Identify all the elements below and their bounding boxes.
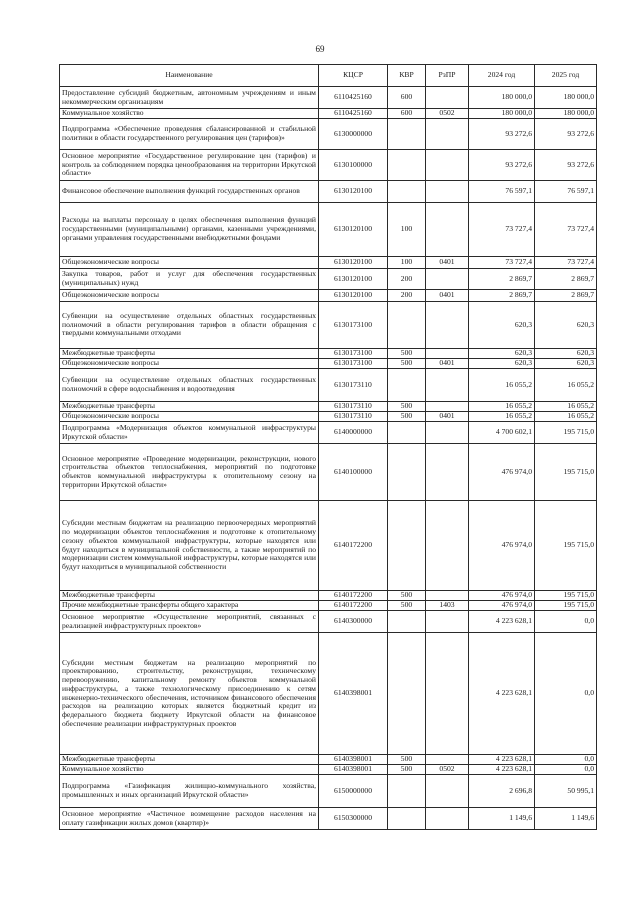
table-row [60, 601, 597, 611]
header-2024: 2024 год [469, 65, 535, 87]
row-2025: 93 272,6 [535, 119, 597, 150]
row-kcsr: 6130173100 [319, 359, 388, 369]
row-kvr [388, 611, 426, 633]
row-2024: 180 000,0 [469, 109, 535, 119]
row-rzpr [426, 444, 469, 501]
row-kcsr: 6130120100 [319, 290, 388, 302]
table-row [60, 765, 597, 775]
table-row [60, 422, 597, 444]
row-kcsr: 6110425160 [319, 109, 388, 119]
row-2025: 620,3 [535, 359, 597, 369]
row-name: Коммунальное хозяйство [60, 109, 319, 119]
row-name: Субвенции на осуществление отдельных областных государственных полномочий в области регулирования тарифов в области обращения с твердыми коммунальными отходами [60, 302, 319, 349]
row-kvr: 500 [388, 359, 426, 369]
row-2024: 2 869,7 [469, 290, 535, 302]
row-2024: 93 272,6 [469, 150, 535, 181]
row-2025: 16 055,2 [535, 402, 597, 412]
row-2024: 16 055,2 [469, 402, 535, 412]
row-rzpr: 0502 [426, 109, 469, 119]
row-kvr: 500 [388, 601, 426, 611]
table-row [60, 359, 597, 369]
table-row [60, 302, 597, 349]
row-rzpr [426, 591, 469, 601]
row-2025: 2 869,7 [535, 290, 597, 302]
row-name: Подпрограмма «Газификация жилищно-коммунального хозяйства, промышленных и иных организаций Иркутской области» [60, 775, 319, 808]
row-kvr [388, 808, 426, 830]
row-kcsr: 6130173100 [319, 349, 388, 359]
row-name: Основное мероприятие «Проведение модернизации, реконструкции, нового строительства объектов теплоснабжения, мероприятий по подготовке объектов коммунальной инфраструктуры к отопительному сезону на территории Иркутской области» [60, 444, 319, 501]
table-row [60, 269, 597, 290]
row-2024: 476 974,0 [469, 444, 535, 501]
row-2025: 620,3 [535, 349, 597, 359]
row-kcsr: 6130120100 [319, 257, 388, 269]
row-name: Межбюджетные трансферты [60, 755, 319, 765]
row-2024: 620,3 [469, 359, 535, 369]
table-row [60, 87, 597, 109]
row-2024: 1 149,6 [469, 808, 535, 830]
table-row [60, 412, 597, 422]
row-kvr [388, 501, 426, 591]
row-rzpr [426, 349, 469, 359]
row-kvr: 200 [388, 269, 426, 290]
row-kvr [388, 181, 426, 203]
table-row [60, 501, 597, 591]
row-kcsr: 6140000000 [319, 422, 388, 444]
row-2025: 195 715,0 [535, 444, 597, 501]
row-2024: 620,3 [469, 349, 535, 359]
row-kvr: 500 [388, 349, 426, 359]
table-row [60, 611, 597, 633]
row-rzpr: 0401 [426, 359, 469, 369]
row-rzpr [426, 119, 469, 150]
row-rzpr [426, 611, 469, 633]
row-2024: 620,3 [469, 302, 535, 349]
row-kvr [388, 302, 426, 349]
header-rzpr: РзПР [426, 65, 469, 87]
row-2024: 93 272,6 [469, 119, 535, 150]
row-rzpr [426, 302, 469, 349]
page-number: 69 [315, 44, 325, 54]
row-2024: 16 055,2 [469, 369, 535, 402]
row-kcsr: 6150300000 [319, 808, 388, 830]
table-row [60, 181, 597, 203]
row-kvr [388, 119, 426, 150]
table-row [60, 808, 597, 830]
row-name: Основное мероприятие «Осуществление мероприятий, связанных с реализацией инфраструктурных проектов» [60, 611, 319, 633]
row-kcsr: 6130120100 [319, 203, 388, 257]
row-2024: 76 597,1 [469, 181, 535, 203]
row-rzpr: 0401 [426, 257, 469, 269]
row-2024: 4 223 628,1 [469, 633, 535, 755]
table-row [60, 109, 597, 119]
row-kvr: 500 [388, 591, 426, 601]
header-name: Наименование [60, 65, 319, 87]
row-kcsr: 6130173100 [319, 302, 388, 349]
row-name: Основное мероприятие «Частичное возмещение расходов населения на оплату газификации жилых домов (квартир)» [60, 808, 319, 830]
row-kvr [388, 444, 426, 501]
row-kvr [388, 775, 426, 808]
row-name: Субвенции на осуществление отдельных областных государственных полномочий в сфере водоснабжения и водоотведения [60, 369, 319, 402]
row-kcsr: 6130100000 [319, 150, 388, 181]
row-2025: 195 715,0 [535, 422, 597, 444]
row-2025: 195 715,0 [535, 601, 597, 611]
row-2024: 73 727,4 [469, 257, 535, 269]
row-rzpr: 1403 [426, 601, 469, 611]
row-kvr [388, 369, 426, 402]
row-rzpr [426, 422, 469, 444]
table-row [60, 775, 597, 808]
table-row [60, 290, 597, 302]
table-row [60, 591, 597, 601]
budget-table [59, 64, 597, 830]
table-row [60, 349, 597, 359]
header-kcsr: КЦСР [319, 65, 388, 87]
row-2025: 16 055,2 [535, 412, 597, 422]
row-kvr: 100 [388, 257, 426, 269]
row-rzpr [426, 633, 469, 755]
row-kvr [388, 633, 426, 755]
table-row [60, 633, 597, 755]
row-kcsr: 6140398001 [319, 765, 388, 775]
row-rzpr [426, 203, 469, 257]
row-2025: 620,3 [535, 302, 597, 349]
row-kcsr: 6140172200 [319, 501, 388, 591]
table-row [60, 755, 597, 765]
row-kvr: 500 [388, 412, 426, 422]
row-name: Общеэкономические вопросы [60, 359, 319, 369]
row-2024: 4 700 602,1 [469, 422, 535, 444]
row-2025: 0,0 [535, 755, 597, 765]
table-row [60, 150, 597, 181]
row-kvr: 500 [388, 755, 426, 765]
row-name: Расходы на выплаты персоналу в целях обеспечения выполнения функций государственными (муниципальными) органами, казенными учреждениями, органами управления государственными внебюджетными фондами [60, 203, 319, 257]
row-rzpr [426, 87, 469, 109]
row-kvr: 100 [388, 203, 426, 257]
table-row [60, 257, 597, 269]
row-2024: 180 000,0 [469, 87, 535, 109]
table-row [60, 119, 597, 150]
row-2025: 2 869,7 [535, 269, 597, 290]
row-2025: 1 149,6 [535, 808, 597, 830]
row-name: Общеэкономические вопросы [60, 290, 319, 302]
row-rzpr [426, 775, 469, 808]
row-name: Общеэкономические вопросы [60, 412, 319, 422]
row-2024: 476 974,0 [469, 591, 535, 601]
row-kvr [388, 422, 426, 444]
row-kcsr: 6140100000 [319, 444, 388, 501]
header-kvr: КВР [388, 65, 426, 87]
row-rzpr [426, 181, 469, 203]
row-kvr: 500 [388, 765, 426, 775]
row-kcsr: 6130120100 [319, 181, 388, 203]
row-kvr: 500 [388, 402, 426, 412]
row-name: Субсидии местным бюджетам на реализацию мероприятий по проектированию, строительству, реконструкции, техническому перевооружению, капитальному ремонту объектов коммунальной инфраструктуры, а также технологическому присоединению к сетям инженерно-технического обеспечения, источником финансового обеспечения расходов на реализацию которых является бюджетный кредит из федерального бюджета бюджету Иркутской области на финансовое обеспечение реализации инфраструктурных проектов [60, 633, 319, 755]
row-2025: 0,0 [535, 633, 597, 755]
row-kcsr: 6150000000 [319, 775, 388, 808]
table-row [60, 444, 597, 501]
row-kcsr: 6130173110 [319, 402, 388, 412]
row-2024: 476 974,0 [469, 501, 535, 591]
row-2025: 73 727,4 [535, 257, 597, 269]
row-2024: 73 727,4 [469, 203, 535, 257]
row-rzpr [426, 150, 469, 181]
row-kcsr: 6130173110 [319, 369, 388, 402]
row-rzpr [426, 808, 469, 830]
row-name: Закупка товаров, работ и услуг для обеспечения государственных (муниципальных) нужд [60, 269, 319, 290]
row-2025: 50 995,1 [535, 775, 597, 808]
row-kvr [388, 150, 426, 181]
row-name: Прочие межбюджетные трансферты общего характера [60, 601, 319, 611]
row-name: Основное мероприятие «Государственное регулирование цен (тарифов) и контроль за соблюдением порядка ценообразования на территории Иркутской области» [60, 150, 319, 181]
row-2024: 4 223 628,1 [469, 611, 535, 633]
row-2025: 76 597,1 [535, 181, 597, 203]
row-name: Межбюджетные трансферты [60, 349, 319, 359]
row-rzpr [426, 402, 469, 412]
row-2024: 2 869,7 [469, 269, 535, 290]
row-2025: 93 272,6 [535, 150, 597, 181]
row-name: Общеэкономические вопросы [60, 257, 319, 269]
row-kcsr: 6140398001 [319, 755, 388, 765]
row-name: Подпрограмма «Модернизация объектов коммунальной инфраструктуры Иркутской области» [60, 422, 319, 444]
table-row [60, 402, 597, 412]
row-2024: 476 974,0 [469, 601, 535, 611]
row-2024: 2 696,8 [469, 775, 535, 808]
row-2025: 180 000,0 [535, 87, 597, 109]
row-rzpr: 0502 [426, 765, 469, 775]
row-rzpr [426, 755, 469, 765]
row-rzpr: 0401 [426, 290, 469, 302]
row-name: Субсидии местным бюджетам на реализацию первоочередных мероприятий по модернизации объектов теплоснабжения и подготовке к отопительному сезону объектов коммунальной инфраструктуры, которые находятся или будут находиться в муниципальной собственности, а также мероприятий по модернизации систем коммунальной инфраструктуры, которые находятся или будут находиться в муниципальной собственности [60, 501, 319, 591]
row-2025: 0,0 [535, 611, 597, 633]
row-kcsr: 6140398001 [319, 633, 388, 755]
row-rzpr [426, 501, 469, 591]
row-kcsr: 6140172200 [319, 591, 388, 601]
row-2025: 180 000,0 [535, 109, 597, 119]
row-kcsr: 6130000000 [319, 119, 388, 150]
table-row [60, 203, 597, 257]
row-2025: 0,0 [535, 765, 597, 775]
row-rzpr: 0401 [426, 412, 469, 422]
row-kcsr: 6110425160 [319, 87, 388, 109]
row-name: Коммунальное хозяйство [60, 765, 319, 775]
row-name: Предоставление субсидий бюджетным, автономным учреждениям и иным некоммерческим организациям [60, 87, 319, 109]
row-name: Межбюджетные трансферты [60, 591, 319, 601]
table-row [60, 369, 597, 402]
row-name: Подпрограмма «Обеспечение проведения сбалансированной и стабильной политики в области государственного регулирования цен (тарифов)» [60, 119, 319, 150]
row-kvr: 600 [388, 109, 426, 119]
table-header-row [60, 65, 597, 87]
row-kcsr: 6130173110 [319, 412, 388, 422]
row-2025: 16 055,2 [535, 369, 597, 402]
row-kvr: 600 [388, 87, 426, 109]
header-2025: 2025 год [535, 65, 597, 87]
row-2025: 195 715,0 [535, 591, 597, 601]
row-rzpr [426, 269, 469, 290]
row-kcsr: 6140300000 [319, 611, 388, 633]
row-kvr: 200 [388, 290, 426, 302]
row-2025: 73 727,4 [535, 203, 597, 257]
row-kcsr: 6130120100 [319, 269, 388, 290]
row-2024: 16 055,2 [469, 412, 535, 422]
row-kcsr: 6140172200 [319, 601, 388, 611]
row-2025: 195 715,0 [535, 501, 597, 591]
row-name: Финансовое обеспечение выполнения функций государственных органов [60, 181, 319, 203]
row-rzpr [426, 369, 469, 402]
row-name: Межбюджетные трансферты [60, 402, 319, 412]
row-2024: 4 223 628,1 [469, 755, 535, 765]
row-2024: 4 223 628,1 [469, 765, 535, 775]
